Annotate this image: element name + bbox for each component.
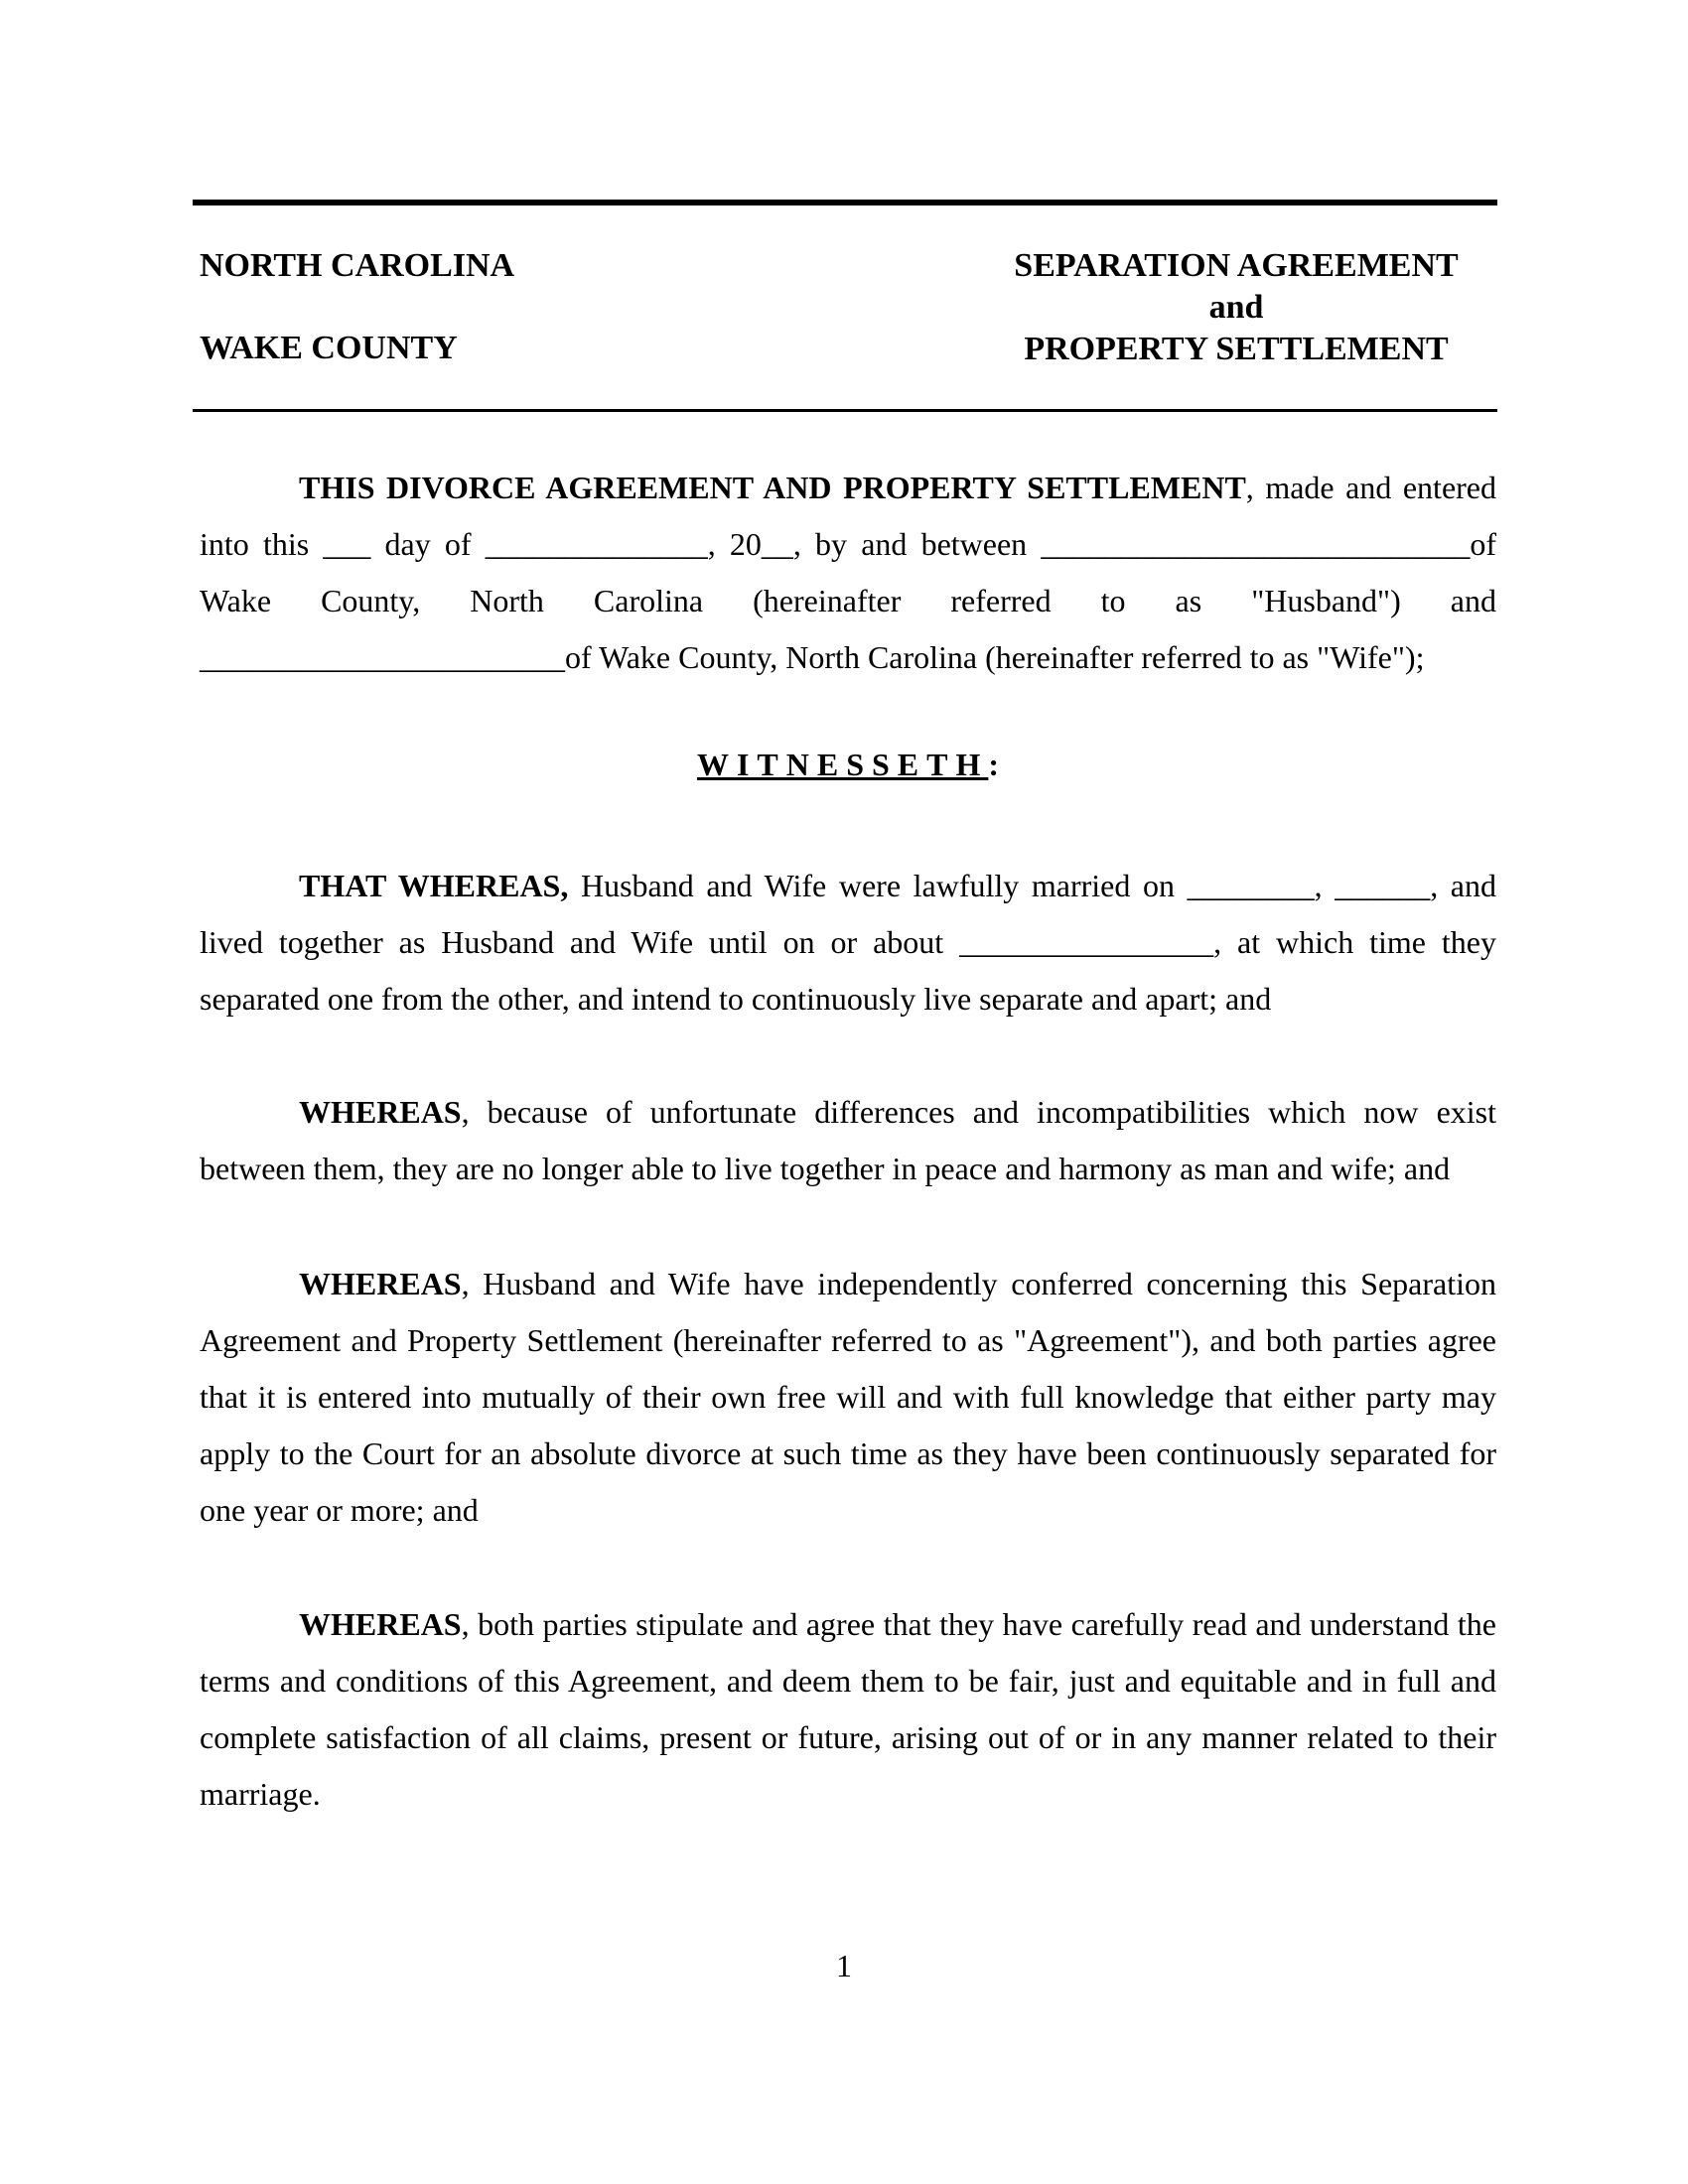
witnesseth-heading	[200, 744, 1496, 785]
recital-paragraph-1	[200, 858, 1496, 1027]
page-number: 1	[836, 1948, 852, 1983]
top-rule	[193, 200, 1497, 205]
intro-text: , made and entered into this ___ day of ______________, 20__, by and between ___________________________of Wake County, North Carolina (hereinafter referred to as "Husband") and _______________________of Wake County, North Carolina (hereinafter referred to as "Wife");	[200, 470, 1497, 675]
recital-text: , both parties stipulate and agree that they have carefully read and understand the terms and conditions of this Agreement, and deem them to be fair, just and equitable and in full and complete satisfaction of all claims, present or future, arising out of or in any manner related to their marriage.	[200, 1606, 1496, 1812]
state-heading: NORTH CAROLINA	[200, 247, 515, 284]
recital-paragraph-4	[200, 1596, 1496, 1823]
recital-paragraph-2	[200, 1084, 1496, 1197]
recital-lead: WHEREAS	[299, 1094, 462, 1130]
document-title	[973, 245, 1499, 370]
title-line-3: PROPERTY SETTLEMENT	[1024, 331, 1449, 367]
intro-paragraph	[200, 460, 1496, 686]
witnesseth-word: WITNESSETH	[696, 747, 989, 782]
recital-text: , because of unfortunate differences and incompatibilities which now exist between them, they are no longer able to live together in peace and harmony as man and wife; and	[200, 1094, 1496, 1186]
title-line-1: SEPARATION AGREEMENT	[1014, 247, 1459, 284]
recital-text: , Husband and Wife have independently conferred concerning this Separation Agreement and Property Settlement (hereinafter referred to as "Agreement"), and both parties agree that it is entered into mutually of their own free will and with full knowledge that either party may apply to the Court for an absolute divorce at such time as they have been continuously separated for one year or more; and	[200, 1266, 1496, 1528]
recital-lead: WHEREAS	[299, 1606, 462, 1642]
header-divider	[193, 409, 1497, 412]
recital-text: Husband and Wife were lawfully married on ________, ______, and lived together as Husband and Wife until on or about ________________, at which time they separated one from the other, and intend to continuously live separate and apart; and	[200, 868, 1497, 1017]
county-heading: WAKE COUNTY	[200, 330, 458, 366]
intro-lead: THIS DIVORCE AGREEMENT AND PROPERTY SETTLEMENT	[299, 470, 1246, 505]
witnesseth-colon: :	[988, 747, 1000, 782]
recital-lead: WHEREAS	[299, 1266, 462, 1301]
recital-paragraph-3	[200, 1256, 1496, 1539]
title-line-2: and	[1208, 289, 1264, 326]
recital-lead: THAT WHEREAS,	[299, 868, 569, 903]
